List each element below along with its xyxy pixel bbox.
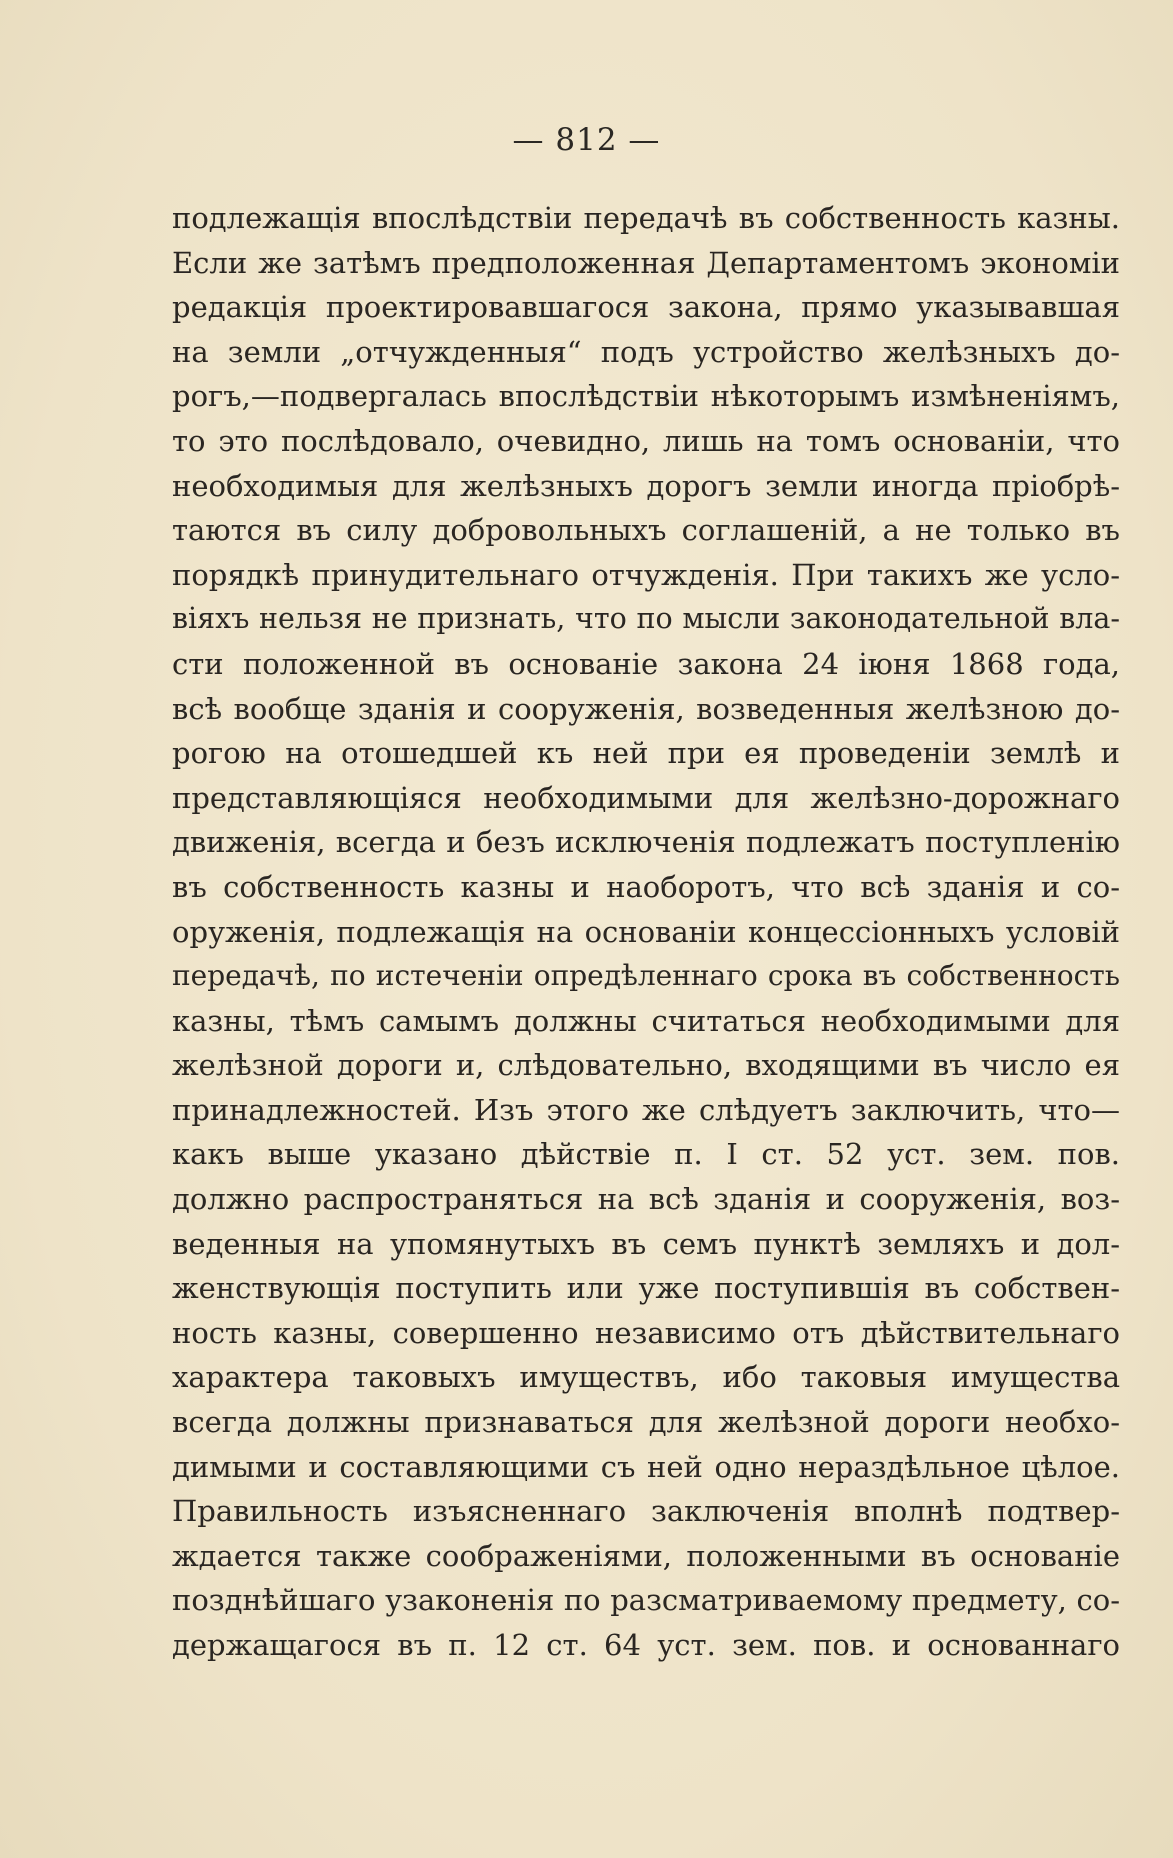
text-line: подлежащія впослѣдствіи передачѣ въ собственность казны.: [172, 201, 1120, 235]
text-line: рогою на отошедшей къ ней при ея проведеніи землѣ и: [172, 736, 1120, 771]
text-line: Если же затѣмъ предположенная Департаментомъ экономіи: [172, 245, 1120, 280]
text-line: передачѣ, по истеченіи опредѣленнаго срока въ собственность: [172, 959, 1120, 993]
text-line: какъ выше указано дѣйствіе п. I ст. 52 уст. зем. пов.: [172, 1137, 1120, 1172]
text-line: казны, тѣмъ самымъ должны считаться необходимыми для: [172, 1003, 1120, 1038]
text-line: сти положенной въ основаніе закона 24 іюня 1868 года,: [172, 646, 1120, 681]
text-line: оруженія, подлежащія на основаніи концессіонныхъ условій: [172, 914, 1120, 949]
text-line: то это послѣдовало, очевидно, лишь на томъ основаніи, что: [172, 423, 1120, 458]
text-line: должно распространяться на всѣ зданія и сооруженія, воз-: [172, 1182, 1120, 1217]
text-line: ность казны, совершенно независимо отъ дѣйствительнаго: [172, 1315, 1120, 1350]
text-line: редакція проектировавшагося закона, прямо указывавшая: [172, 290, 1120, 325]
text-line: держащагося въ п. 12 ст. 64 уст. зем. пов. и основаннаго: [172, 1628, 1120, 1662]
text-line: на земли „отчужденныя“ подъ устройство желѣзныхъ до-: [172, 334, 1120, 369]
text-line: всѣ вообще зданія и сооруженія, возведенныя желѣзною до-: [172, 691, 1120, 726]
text-line: веденныя на упомянутыхъ въ семъ пунктѣ земляхъ и дол-: [172, 1226, 1120, 1261]
text-line: порядкѣ принудительнаго отчужденія. При такихъ же усло-: [172, 557, 1120, 592]
text-line: желѣзной дороги и, слѣдовательно, входящими въ число ея: [172, 1048, 1120, 1083]
text-line: необходимыя для желѣзныхъ дорогъ земли иногда пріобрѣ-: [172, 468, 1120, 503]
text-line: рогъ,—подвергалась впослѣдствіи нѣкоторымъ измѣненіямъ,: [172, 379, 1120, 414]
text-line: ждается также соображеніями, положенными въ основаніе: [172, 1538, 1120, 1573]
page-number: — 812 —: [512, 122, 661, 158]
text-line: всегда должны признаваться для желѣзной дороги необхо-: [172, 1405, 1120, 1440]
text-line: принадлежностей. Изъ этого же слѣдуетъ заключить, что—: [172, 1092, 1120, 1127]
text-line: движенія, всегда и безъ исключенія подлежатъ поступленію: [172, 825, 1120, 860]
text-line: віяхъ нельзя не признать, что по мысли законодательной вла-: [172, 602, 1120, 636]
text-line: женствующія поступить или уже поступившія въ собствен-: [172, 1271, 1120, 1306]
text-line: таются въ силу добровольныхъ соглашеній, а не только въ: [172, 513, 1120, 548]
text-line: представляющіяся необходимыми для желѣзно-дорожнаго: [172, 780, 1120, 815]
text-line: димыми и составляющими съ ней одно нераздѣльное цѣлое.: [172, 1449, 1120, 1484]
text-line: позднѣйшаго узаконенія по разсматриваемому предмету, со-: [172, 1583, 1120, 1618]
text-line: Правильность изъясненнаго заключенія вполнѣ подтвер-: [172, 1494, 1120, 1529]
text-line: въ собственность казны и наоборотъ, что всѣ зданія и со-: [172, 869, 1120, 904]
text-line: характера таковыхъ имуществъ, ибо таковыя имущества: [172, 1360, 1120, 1395]
body-text: [172, 196, 1120, 1668]
